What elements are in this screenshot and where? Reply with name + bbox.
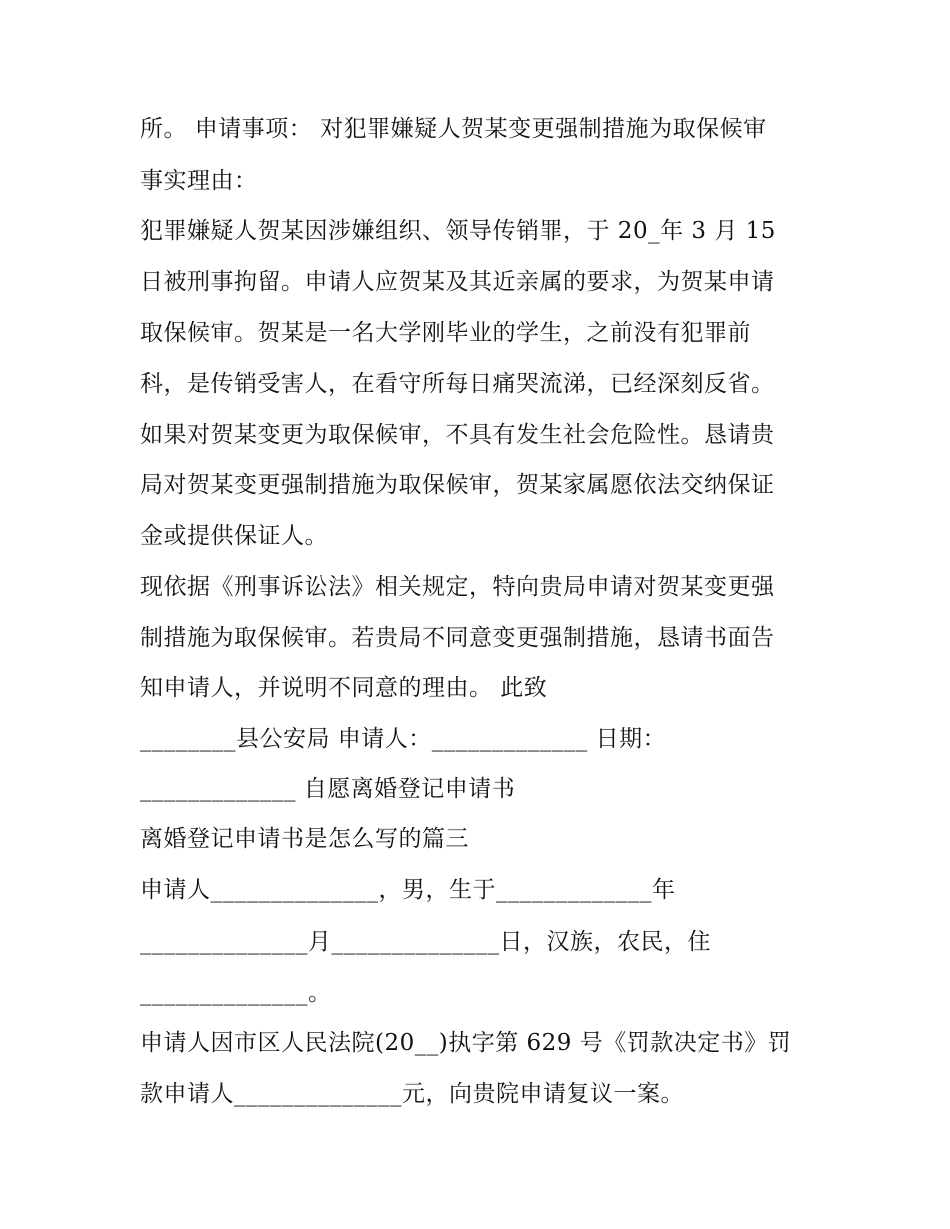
text-line-12: 知申请人，并说明不同意的理由。 此致 — [140, 675, 548, 701]
text-line-2: 事实理由： — [140, 168, 258, 194]
text-line-10: 现依据《刑事诉讼法》相关规定，特向贵局申请对贺某变更强 — [140, 574, 775, 600]
text-line-6: 科，是传销受害人，在看守所每日痛哭流涕，已经深刻反省。 — [140, 371, 775, 397]
text-line-4: 日被刑事拘留。申请人应贺某及其近亲属的要求，为贺某申请 — [140, 269, 775, 295]
text-line-17: ______________月______________日，汉族，农民，住 — [140, 929, 711, 955]
text-line-18: ______________。 — [140, 980, 332, 1006]
text-line-13: ________县公安局 申请人：_____________ 日期： — [140, 726, 667, 752]
text-line-20: 款申请人______________元，向贵院申请复议一案。 — [140, 1081, 684, 1107]
text-line-9: 金或提供保证人。 — [140, 523, 328, 549]
section-heading: 离婚登记申请书是怎么写的篇三 — [140, 826, 469, 852]
text-line-7: 如果对贺某变更为取保候审，不具有发生社会危险性。恳请贵 — [140, 422, 775, 448]
text-line-14: _____________ 自愿离婚登记申请书 — [140, 776, 516, 802]
text-line-1: 所。 申请事项： 对犯罪嫌疑人贺某变更强制措施为取保候审 — [140, 116, 767, 142]
text-line-16: 申请人______________，男，生于_____________年 — [140, 877, 676, 903]
text-line-3: 犯罪嫌疑人贺某因涉嫌组织、领导传销罪，于 20_年 3 月 15 — [140, 218, 776, 244]
text-line-5: 取保候审。贺某是一名大学刚毕业的学生，之前没有犯罪前 — [140, 320, 751, 346]
text-line-8: 局对贺某变更强制措施为取保候审，贺某家属愿依法交纳保证 — [140, 472, 775, 498]
text-line-11: 制措施为取保候审。若贵局不同意变更强制措施，恳请书面告 — [140, 625, 775, 651]
text-line-19: 申请人因市区人民法院(20__)执字第 629 号《罚款决定书》罚 — [140, 1030, 792, 1056]
